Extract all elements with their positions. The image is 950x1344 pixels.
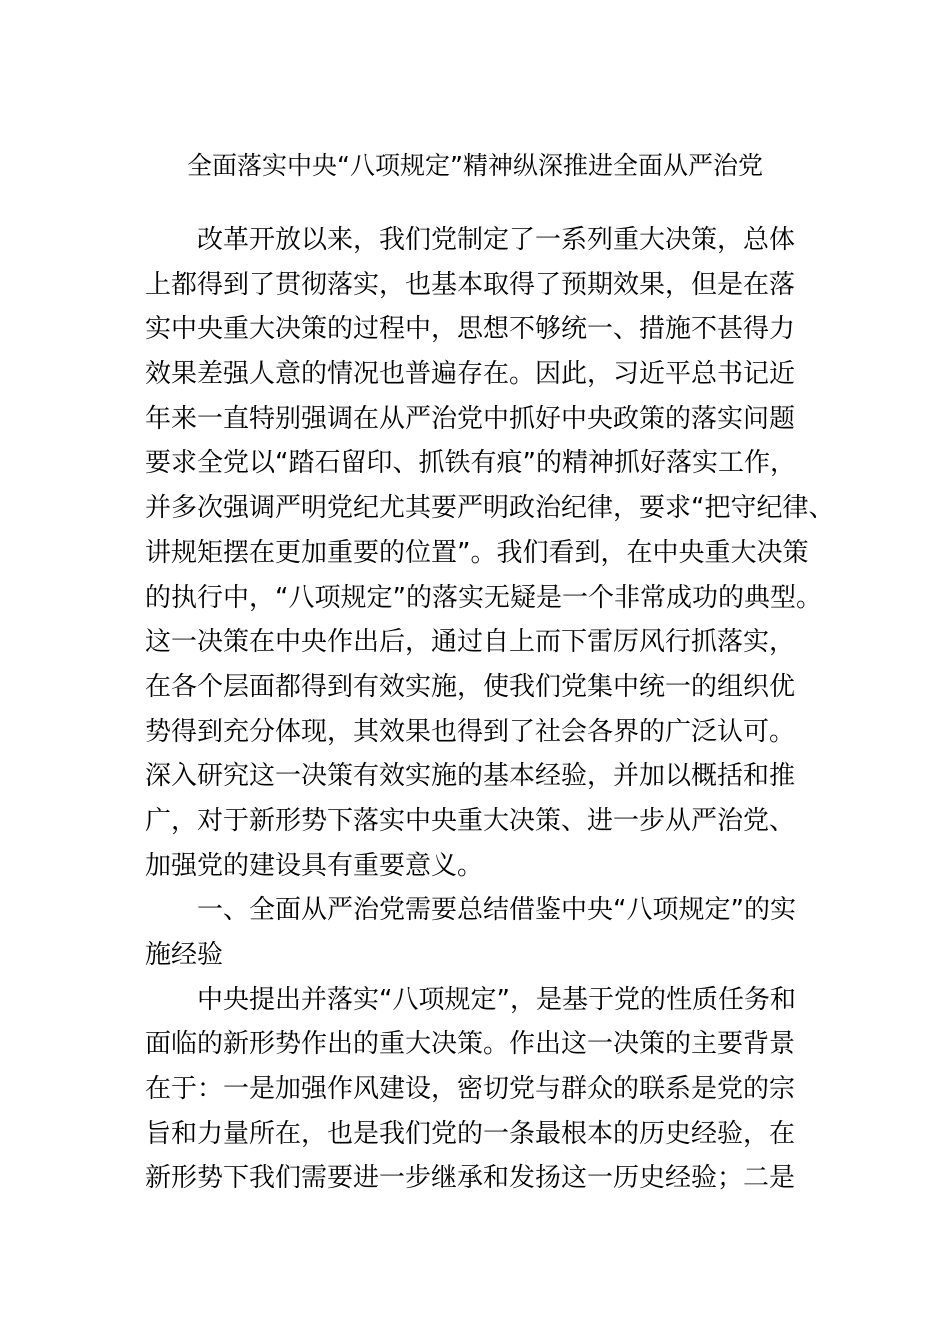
document-body xyxy=(145,218,835,1201)
text-line: 面临的新形势作出的重大决策。作出这一决策的主要背景 xyxy=(145,1029,796,1060)
text-line: 旨和力量所在，也是我们党的一条最根本的历史经验，在 xyxy=(145,1118,796,1149)
text-line: 效果差强人意的情况也普遍存在。因此，习近平总书记近 xyxy=(145,359,796,390)
text-line: 实中央重大决策的过程中，思想不够统一、措施不甚得力 xyxy=(145,314,796,345)
text-line: 年来一直特别强调在从严治党中抓好中央政策的落实问题 xyxy=(145,403,796,434)
text-line: 深入研究这一决策有效实施的基本经验，并加以概括和推 xyxy=(145,761,796,792)
text-line: 并多次强调严明党纪尤其要严明政治纪律，要求“把守纪律、 xyxy=(145,493,835,524)
text-line: 要求全党以“踏石留印、抓铁有痕”的精神抓好落实工作， xyxy=(145,448,796,479)
text-line: 这一决策在中央作出后，通过自上而下雷厉风行抓落实， xyxy=(145,627,796,658)
text-line: 势得到充分体现，其效果也得到了社会各界的广泛认可。 xyxy=(145,716,796,747)
text-line: 在各个层面都得到有效实施，使我们党集中统一的组织优 xyxy=(145,671,796,702)
text-line: 广，对于新形势下落实中央重大决策、进一步从严治党、 xyxy=(145,805,796,836)
text-line: 中央提出并落实“八项规定”，是基于党的性质任务和 xyxy=(197,984,796,1015)
text-line: 新形势下我们需要进一步继承和发扬这一历史经验；二是 xyxy=(145,1163,796,1194)
text-line: 改革开放以来，我们党制定了一系列重大决策，总体 xyxy=(197,225,796,255)
text-line: 在于：一是加强作风建设，密切党与群众的联系是党的宗 xyxy=(145,1074,796,1105)
text-line: 的执行中，“八项规定”的落实无疑是一个非常成功的典型。 xyxy=(145,582,822,613)
document-title: 全面落实中央“八项规定”精神纵深推进全面从严治党 xyxy=(187,151,763,180)
text-line: 讲规矩摆在更加重要的位置”。我们看到，在中央重大决策 xyxy=(145,537,809,568)
text-line: 加强党的建设具有重要意义。 xyxy=(145,850,484,881)
text-line: 上都得到了贯彻落实，也基本取得了预期效果，但是在落 xyxy=(145,269,796,300)
section-heading-continued: 施经验 xyxy=(145,940,224,970)
section-heading: 一、全面从严治党需要总结借鉴中央“八项规定”的实 xyxy=(197,895,796,926)
